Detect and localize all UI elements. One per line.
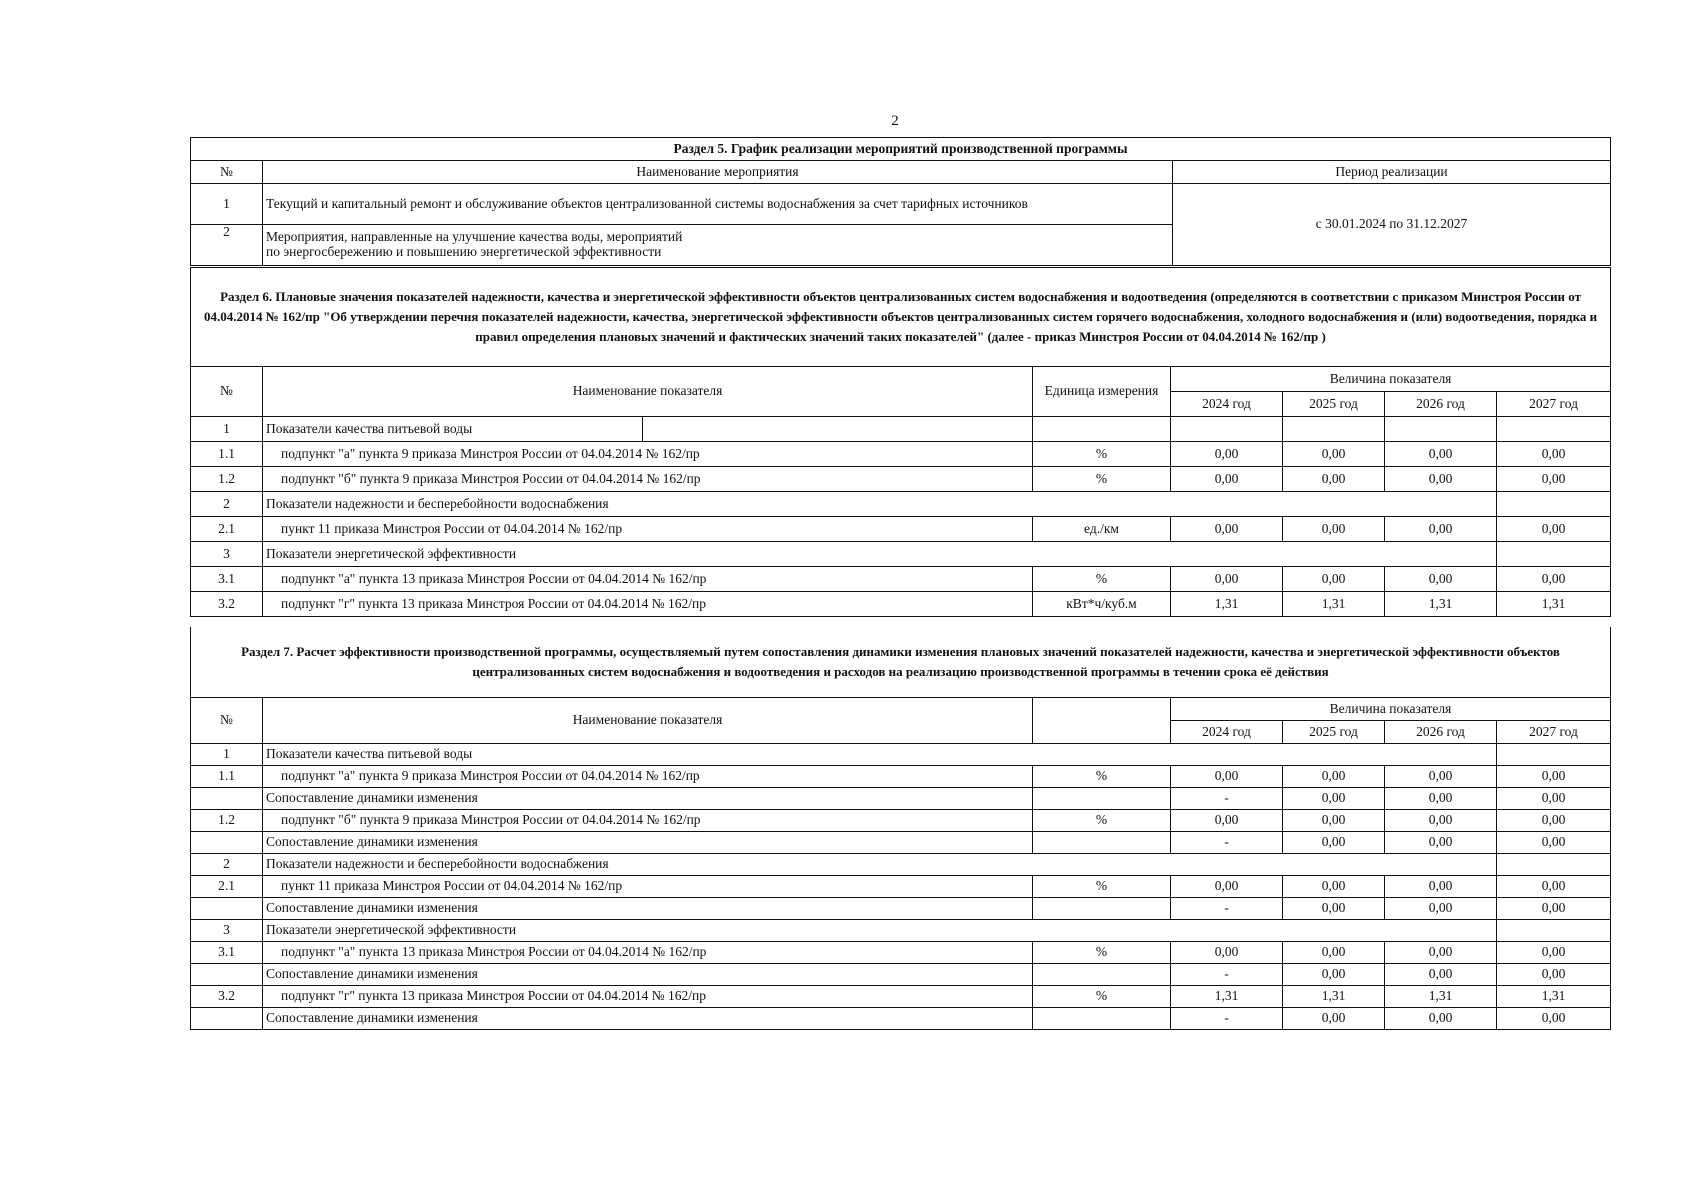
row-value: 0,00 <box>1283 442 1385 467</box>
row-no <box>191 788 263 810</box>
row-value: 0,00 <box>1283 964 1385 986</box>
row-value: 0,00 <box>1497 964 1611 986</box>
row-name: подпункт "г" пункта 13 приказа Минстроя России от 04.04.2014 № 162/пр <box>263 592 1033 617</box>
table-row <box>191 442 1611 467</box>
row-value: 1,31 <box>1283 986 1385 1008</box>
row-value: 1,31 <box>1171 592 1283 617</box>
row-value: 0,00 <box>1283 517 1385 542</box>
row-name: пункт 11 приказа Минстроя России от 04.04.2014 № 162/пр <box>263 517 1033 542</box>
section5-row-name-line1: Мероприятия, направленные на улучшение качества воды, мероприятий <box>266 229 683 245</box>
row-unit: % <box>1033 986 1171 1008</box>
row-name: Показатели качества питьевой воды <box>263 744 1497 766</box>
row-name: подпункт "б" пункта 9 приказа Минстроя России от 04.04.2014 № 162/пр <box>263 810 1033 832</box>
section6-year-2026: 2026 год <box>1385 392 1497 417</box>
section7-year-2024: 2024 год <box>1171 721 1283 744</box>
table-row <box>191 898 1611 920</box>
row-value: 0,00 <box>1171 442 1283 467</box>
row-value: 0,00 <box>1171 942 1283 964</box>
section6-col-name: Наименование показателя <box>263 367 1033 417</box>
row-name: Сопоставление динамики изменения <box>263 1008 1033 1030</box>
row-value: 0,00 <box>1385 964 1497 986</box>
table-row <box>191 876 1611 898</box>
row-no: 3.2 <box>191 592 263 617</box>
empty-cell <box>1497 744 1611 766</box>
row-name: Показатели надежности и бесперебойности водоснабжения <box>263 492 1497 517</box>
row-value: 0,00 <box>1283 567 1385 592</box>
row-name: Сопоставление динамики изменения <box>263 788 1033 810</box>
row-value: 0,00 <box>1283 876 1385 898</box>
row-value: - <box>1171 788 1283 810</box>
table-row <box>191 744 1611 766</box>
row-no: 2 <box>191 854 263 876</box>
section6-table <box>190 267 1611 617</box>
row-value: 0,00 <box>1497 442 1611 467</box>
row-unit: кВт*ч/куб.м <box>1033 592 1171 617</box>
row-name: подпункт "г" пункта 13 приказа Минстроя России от 04.04.2014 № 162/пр <box>263 986 1033 1008</box>
page-number: 2 <box>891 113 899 129</box>
section5-title: Раздел 5. График реализации мероприятий производственной программы <box>191 138 1611 161</box>
row-name: пункт 11 приказа Минстроя России от 04.04.2014 № 162/пр <box>263 876 1033 898</box>
row-no <box>191 832 263 854</box>
row-value: 0,00 <box>1283 898 1385 920</box>
row-name: подпункт "а" пункта 13 приказа Минстроя России от 04.04.2014 № 162/пр <box>263 567 1033 592</box>
row-no: 2.1 <box>191 876 263 898</box>
row-value: 0,00 <box>1385 442 1497 467</box>
table-row <box>191 832 1611 854</box>
empty-cell <box>1497 854 1611 876</box>
row-name: подпункт "а" пункта 9 приказа Минстроя России от 04.04.2014 № 162/пр <box>263 766 1033 788</box>
row-value: 0,00 <box>1171 517 1283 542</box>
section5-row-no: 2 <box>191 225 263 266</box>
row-value: - <box>1171 898 1283 920</box>
table-row <box>191 542 1611 567</box>
table-row <box>191 467 1611 492</box>
table-row <box>191 810 1611 832</box>
section6-col-no: № <box>191 367 263 417</box>
row-value: 0,00 <box>1497 832 1611 854</box>
row-value: 1,31 <box>1283 592 1385 617</box>
row-name: Сопоставление динамики изменения <box>263 964 1033 986</box>
section7-year-2027: 2027 год <box>1497 721 1611 744</box>
row-name: Показатели надежности и бесперебойности водоснабжения <box>263 854 1497 876</box>
section5-row-name <box>263 225 1173 266</box>
row-unit: % <box>1033 942 1171 964</box>
empty-cell <box>1497 542 1611 567</box>
row-value: 0,00 <box>1497 942 1611 964</box>
row-value: 0,00 <box>1385 810 1497 832</box>
row-value: 0,00 <box>1497 898 1611 920</box>
empty-cell <box>1497 492 1611 517</box>
row-name: Показатели качества питьевой воды <box>263 417 643 442</box>
section6-year-2024: 2024 год <box>1171 392 1283 417</box>
section5-row-name-line2: по энергосбережению и повышению энергетической эффективности <box>266 244 662 259</box>
row-name: Показатели энергетической эффективности <box>263 920 1497 942</box>
row-value: 0,00 <box>1171 467 1283 492</box>
empty-cell <box>1283 417 1385 442</box>
row-unit: % <box>1033 810 1171 832</box>
row-name: подпункт "а" пункта 9 приказа Минстроя России от 04.04.2014 № 162/пр <box>263 442 1033 467</box>
row-no <box>191 898 263 920</box>
section5-table <box>190 137 1611 266</box>
row-unit: % <box>1033 876 1171 898</box>
table-row <box>191 854 1611 876</box>
row-name: подпункт "б" пункта 9 приказа Минстроя России от 04.04.2014 № 162/пр <box>263 467 1033 492</box>
row-value: - <box>1171 832 1283 854</box>
row-no: 3.2 <box>191 986 263 1008</box>
row-unit: % <box>1033 567 1171 592</box>
section6-col-value: Величина показателя <box>1171 367 1611 392</box>
table-row <box>191 492 1611 517</box>
row-no: 3.1 <box>191 942 263 964</box>
row-name: подпункт "а" пункта 13 приказа Минстроя России от 04.04.2014 № 162/пр <box>263 942 1033 964</box>
row-value: 0,00 <box>1283 766 1385 788</box>
row-value: 0,00 <box>1385 898 1497 920</box>
row-value: 1,31 <box>1497 592 1611 617</box>
row-value: 0,00 <box>1283 832 1385 854</box>
section7-title: Раздел 7. Расчет эффективности производственной программы, осуществляемый путем сопоставления динамики изменения плановых значений показателей надежности, качества и энергетической эффективности объектов централизованных систем водоснабжения и водоотведения и расходов на реализацию производственной программы в течении срока её действия <box>191 627 1611 698</box>
row-no: 3 <box>191 542 263 567</box>
row-name: Сопоставление динамики изменения <box>263 832 1033 854</box>
section7-year-2026: 2026 год <box>1385 721 1497 744</box>
row-name: Сопоставление динамики изменения <box>263 898 1033 920</box>
row-unit: % <box>1033 442 1171 467</box>
row-no: 1.2 <box>191 467 263 492</box>
row-value: 0,00 <box>1283 942 1385 964</box>
table-row <box>191 920 1611 942</box>
row-value: 0,00 <box>1171 567 1283 592</box>
empty-cell <box>1171 417 1283 442</box>
row-value: 0,00 <box>1497 1008 1611 1030</box>
row-unit: ед./км <box>1033 517 1171 542</box>
row-value: 0,00 <box>1497 517 1611 542</box>
row-no: 1.1 <box>191 442 263 467</box>
row-unit <box>1033 898 1171 920</box>
table-row <box>191 417 1611 442</box>
section5-col-period: Период реализации <box>1173 161 1611 184</box>
section7-col-name: Наименование показателя <box>263 698 1033 744</box>
row-value: 0,00 <box>1385 876 1497 898</box>
row-no: 3 <box>191 920 263 942</box>
row-no: 1 <box>191 417 263 442</box>
row-value: 1,31 <box>1497 986 1611 1008</box>
row-value: 0,00 <box>1497 788 1611 810</box>
table-row <box>191 517 1611 542</box>
section6-year-2025: 2025 год <box>1283 392 1385 417</box>
row-no: 1.2 <box>191 810 263 832</box>
row-no: 2.1 <box>191 517 263 542</box>
row-no <box>191 964 263 986</box>
section7-col-no: № <box>191 698 263 744</box>
row-value: - <box>1171 964 1283 986</box>
empty-cell <box>1033 417 1171 442</box>
row-no: 2 <box>191 492 263 517</box>
row-unit <box>1033 1008 1171 1030</box>
row-value: 0,00 <box>1283 1008 1385 1030</box>
row-value: 0,00 <box>1171 876 1283 898</box>
section6-year-2027: 2027 год <box>1497 392 1611 417</box>
row-value: 0,00 <box>1385 942 1497 964</box>
section7-col-unit-empty <box>1033 698 1171 744</box>
row-value: 0,00 <box>1385 567 1497 592</box>
empty-cell <box>1497 920 1611 942</box>
row-value: 0,00 <box>1283 788 1385 810</box>
row-no: 1 <box>191 744 263 766</box>
section6-title: Раздел 6. Плановые значения показателей надежности, качества и энергетической эффективности объектов централизованных систем водоснабжения и водоотведения (определяются в соответствии с приказом Минстроя России от 04.04.2014 № 162/пр "Об утверждении перечня показателей надежности, качества, энергетической эффективности объектов централизованных систем горячего водоснабжения, холодного водоснабжения и (или) водоотведения, порядка и правил определения плановых значений и фактических значений таких показателей" (далее - приказ Минстроя России от 04.04.2014 № 162/пр ) <box>191 268 1611 367</box>
table-row <box>191 592 1611 617</box>
table-row <box>191 986 1611 1008</box>
table-row <box>191 567 1611 592</box>
row-value: 0,00 <box>1283 810 1385 832</box>
section5-row-name: Текущий и капитальный ремонт и обслуживание объектов централизованной системы водоснабжения за счет тарифных источников <box>263 184 1173 225</box>
section5-period: с 30.01.2024 по 31.12.2027 <box>1173 184 1611 266</box>
section6-col-unit: Единица измерения <box>1033 367 1171 417</box>
row-value: 0,00 <box>1385 832 1497 854</box>
row-value: 0,00 <box>1497 567 1611 592</box>
row-unit <box>1033 964 1171 986</box>
table-row <box>191 964 1611 986</box>
section5-row-no: 1 <box>191 184 263 225</box>
section7-year-2025: 2025 год <box>1283 721 1385 744</box>
row-value: 0,00 <box>1385 467 1497 492</box>
row-value: 0,00 <box>1497 467 1611 492</box>
row-value: - <box>1171 1008 1283 1030</box>
row-value: 0,00 <box>1497 766 1611 788</box>
row-no: 1.1 <box>191 766 263 788</box>
table-row <box>191 1008 1611 1030</box>
row-value: 0,00 <box>1385 766 1497 788</box>
row-no: 3.1 <box>191 567 263 592</box>
section7-col-value: Величина показателя <box>1171 698 1611 721</box>
empty-cell <box>1497 417 1611 442</box>
row-value: 0,00 <box>1385 1008 1497 1030</box>
section5-col-name: Наименование мероприятия <box>263 161 1173 184</box>
row-value: 0,00 <box>1283 467 1385 492</box>
row-unit <box>1033 832 1171 854</box>
row-value: 0,00 <box>1497 876 1611 898</box>
section7-table <box>190 627 1611 1030</box>
row-no <box>191 1008 263 1030</box>
empty-cell <box>643 417 1033 442</box>
section5-col-no: № <box>191 161 263 184</box>
table-row <box>191 942 1611 964</box>
row-value: 1,31 <box>1385 592 1497 617</box>
row-value: 1,31 <box>1171 986 1283 1008</box>
row-value: 0,00 <box>1385 788 1497 810</box>
row-value: 1,31 <box>1385 986 1497 1008</box>
row-name: Показатели энергетической эффективности <box>263 542 1497 567</box>
row-unit: % <box>1033 467 1171 492</box>
row-unit: % <box>1033 766 1171 788</box>
table-row <box>191 766 1611 788</box>
row-value: 0,00 <box>1171 766 1283 788</box>
table-row <box>191 788 1611 810</box>
row-unit <box>1033 788 1171 810</box>
empty-cell <box>1385 417 1497 442</box>
row-value: 0,00 <box>1385 517 1497 542</box>
row-value: 0,00 <box>1171 810 1283 832</box>
row-value: 0,00 <box>1497 810 1611 832</box>
